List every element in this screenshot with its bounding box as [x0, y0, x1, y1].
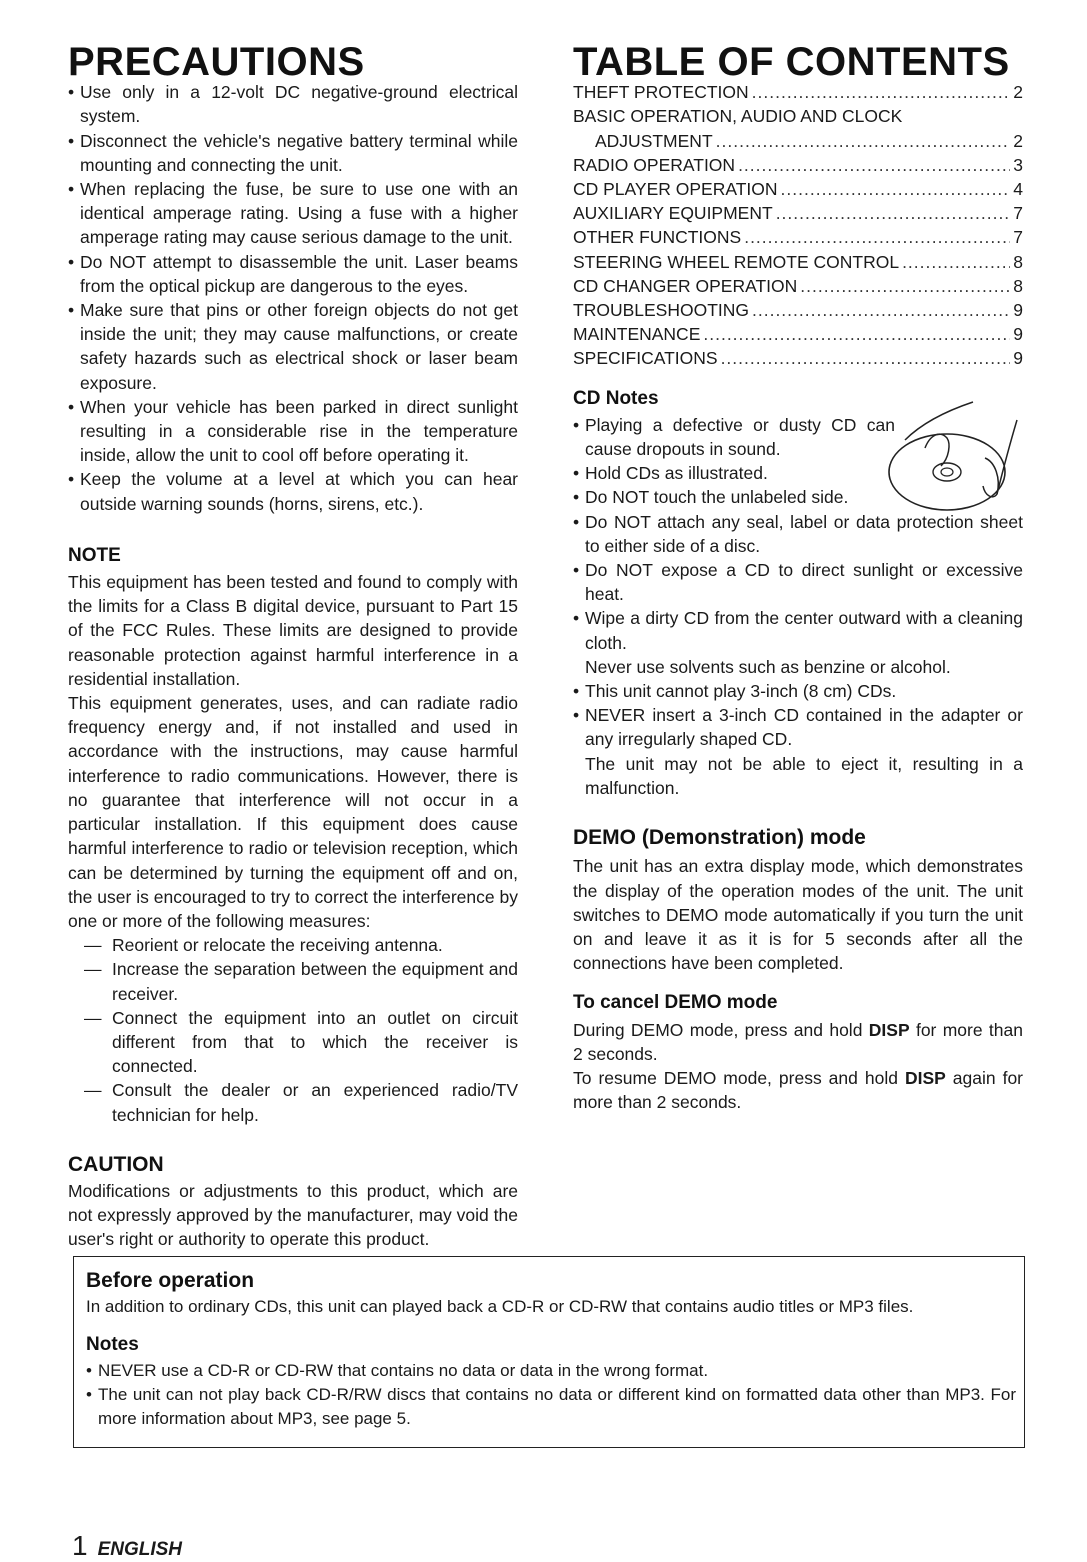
list-item: • Do NOT attempt to disassemble the unit. Laser beams from the optical pickup are dangerous to the eyes. [68, 250, 518, 298]
note-title: NOTE [68, 544, 121, 566]
precautions-title: PRECAUTIONS [68, 40, 365, 84]
list-item: • Use only in a 12-volt DC negative-ground electrical system. [68, 80, 518, 128]
list-item: — Consult the dealer or an experienced radio/TV technician for help. [84, 1078, 518, 1126]
cancel-demo-text: During DEMO mode, press and hold DISP for more than 2 seconds. [573, 1019, 1023, 1064]
caution-title: CAUTION [68, 1152, 164, 1176]
list-item: • Wipe a dirty CD from the center outward with a cleaning cloth. Never use solvents such as benzine or alcohol. [573, 606, 1023, 679]
toc-entry[interactable]: SPECIFICATIONS ..... 9 [573, 346, 1023, 370]
page-footer [72, 1530, 182, 1562]
list-item: • Disconnect the vehicle's negative battery terminal while mounting and connecting the unit. [68, 129, 518, 177]
before-operation-box [73, 1256, 1025, 1448]
list-item: • NEVER insert a 3-inch CD contained in the adapter or any irregularly shaped CD. The unit may not be able to eject it, resulting in a malfunction. [573, 703, 1023, 800]
note-paragraph-2: This equipment generates, uses, and can radiate radio frequency energy and, if not installed and used in accordance with the instructions, may cause harmful interference to radio communications. However, there is no guarantee that interference will not occur in a particular installation. If this equipment does cause harmful interference to radio or television reception, which can be determined by turning the equipment off and on, the user is encouraged to try to correct the interference by one or more of the following measures: [68, 693, 518, 931]
before-notes-list [86, 1359, 1016, 1431]
list-item: • Make sure that pins or other foreign objects do not get inside the unit; they may cause malfunctions, or create safety hazards such as electrical shock or laser beam exposure. [68, 298, 518, 395]
toc-entry[interactable]: RADIO OPERATION ..... 3 [573, 153, 1023, 177]
list-item: • Do NOT expose a CD to direct sunlight or excessive heat. [573, 558, 1023, 606]
toc-entry[interactable]: STEERING WHEEL REMOTE CONTROL ..... 8 [573, 250, 1023, 274]
cancel-demo-title: To cancel DEMO mode [573, 992, 778, 1014]
before-operation-title: Before operation [86, 1269, 255, 1292]
page-number: 1 [72, 1530, 88, 1561]
before-notes-title: Notes [86, 1334, 139, 1355]
caution-text: Modifications or adjustments to this product, which are not expressly approved by the manufacturer, may void the user's right or authority to operate this product. [68, 1180, 518, 1250]
list-item: — Increase the separation between the equipment and receiver. [84, 957, 518, 1005]
disp-key-label: DISP [904, 1067, 946, 1088]
right-column [573, 40, 1024, 1114]
list-item: • Hold CDs as illustrated. [573, 461, 895, 485]
list-item: • The unit can not play back CD-R/RW discs that contains no data or different kind on formatted data other than MP3. For more information about MP3, see page 5. [86, 1383, 1016, 1431]
note-paragraph-1: This equipment has been tested and found to comply with the limits for a Class B digital device, pursuant to Part 15 of the FCC Rules. These limits are designed to provide reasonable protection against harmful interference in a residential installation. [68, 572, 518, 689]
toc-entry[interactable]: CD CHANGER OPERATION ..... 8 [573, 274, 1023, 298]
list-item: • This unit cannot play 3-inch (8 cm) CDs. [573, 679, 1023, 703]
list-item: — Connect the equipment into an outlet on circuit different from that to which the receiver is connected. [84, 1006, 518, 1079]
precautions-list [68, 80, 518, 516]
list-item: • Do NOT touch the unlabeled side. [573, 485, 895, 509]
list-item: • When replacing the fuse, be sure to use one with an identical amperage rating. Using a fuse with a higher amperage rating may cause serious damage to the unit. [68, 177, 518, 250]
toc-entry[interactable]: TROUBLESHOOTING ..... 9 [573, 298, 1023, 322]
toc-entry[interactable]: ADJUSTMENT ..... 2 [573, 129, 1023, 153]
before-operation-text: In addition to ordinary CDs, this unit can played back a CD-R or CD-RW that contains audio titles or MP3 files. [86, 1297, 914, 1316]
list-item: — Reorient or relocate the receiving antenna. [84, 933, 518, 957]
list-item: • Keep the volume at a level at which you can hear outside warning sounds (horns, sirens, etc.). [68, 467, 518, 515]
left-column [68, 40, 518, 1252]
toc-entry[interactable]: AUXILIARY EQUIPMENT ..... 7 [573, 201, 1023, 225]
language-label: ENGLISH [97, 1539, 183, 1560]
cd-notes-title: CD Notes [573, 387, 659, 409]
resume-demo-text: To resume DEMO mode, press and hold DISP again for more than 2 seconds. [573, 1067, 1024, 1113]
toc-title: TABLE OF CONTENTS [573, 40, 1010, 84]
toc-entry[interactable]: CD PLAYER OPERATION ..... 4 [573, 177, 1023, 201]
toc-entry[interactable]: OTHER FUNCTIONS ..... 7 [573, 225, 1023, 249]
toc-entry[interactable]: MAINTENANCE ..... 9 [573, 322, 1023, 346]
list-item: • Playing a defective or dusty CD can cause dropouts in sound. [573, 413, 895, 461]
toc-entry[interactable]: THEFT PROTECTION ..... 2 [573, 80, 1023, 104]
list-item: • Do NOT attach any seal, label or data protection sheet to either side of a disc. [573, 510, 1023, 558]
hand-holding-cd-icon [885, 400, 1025, 520]
disp-key-label: DISP [868, 1019, 910, 1040]
list-item: • NEVER use a CD-R or CD-RW that contains no data or data in the wrong format. [86, 1359, 1016, 1383]
toc-list [573, 80, 1023, 370]
demo-title: DEMO (Demonstration) mode [573, 826, 866, 850]
demo-section [573, 826, 1023, 1114]
measures-list [68, 933, 518, 1127]
list-item: • When your vehicle has been parked in direct sunlight resulting in a considerable rise in the temperature inside, allow the unit to cool off before operating it. [68, 395, 518, 468]
toc-entry[interactable]: BASIC OPERATION, AUDIO AND CLOCK [573, 106, 903, 127]
demo-text: The unit has an extra display mode, which demonstrates the display of the operation modes of the unit. The unit switches to DEMO mode automatically if you turn the unit on and leave it as it is for 5 seconds after all the connections have been completed. [573, 856, 1023, 974]
